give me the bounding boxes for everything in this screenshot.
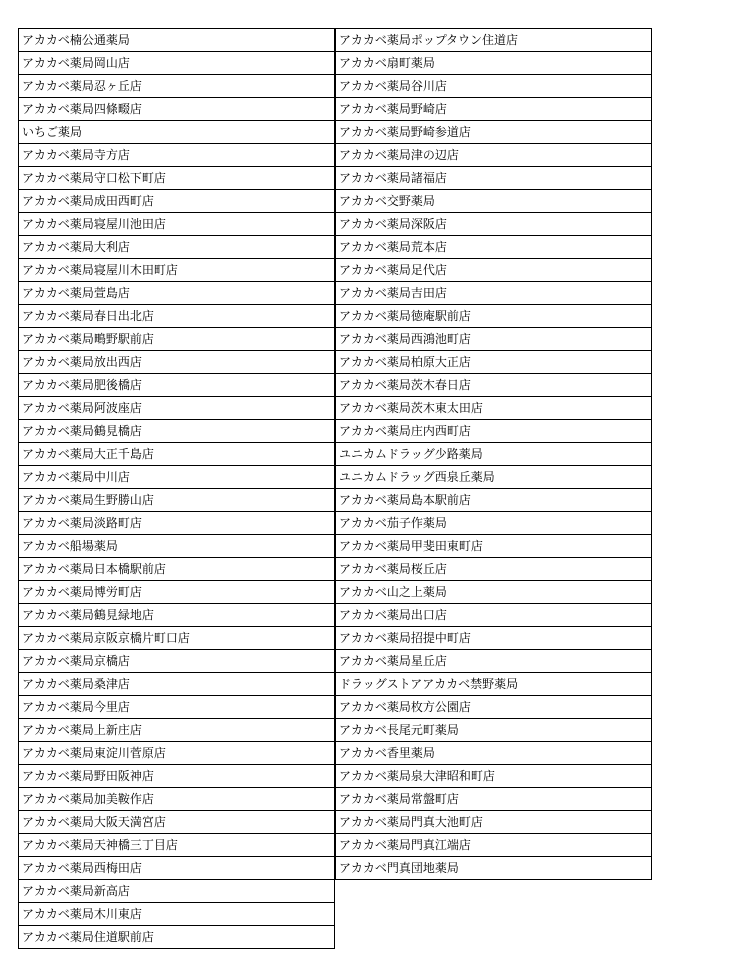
store-name-cell: アカカベ薬局鶴見橋店	[19, 420, 335, 443]
table-row	[19, 259, 335, 282]
store-name-cell: アカカベ薬局柏原大正店	[336, 351, 652, 374]
table-row	[19, 443, 335, 466]
store-name-cell: アカカベ薬局大阪天満宮店	[19, 811, 335, 834]
table-row	[336, 121, 652, 144]
table-row	[336, 719, 652, 742]
table-row	[19, 466, 335, 489]
store-name-cell: アカカベ薬局寝屋川池田店	[19, 213, 335, 236]
table-row	[19, 305, 335, 328]
table-row	[336, 558, 652, 581]
store-name-cell: アカカベ薬局淡路町店	[19, 512, 335, 535]
table-row	[19, 374, 335, 397]
table-row	[19, 328, 335, 351]
table-row	[336, 604, 652, 627]
table-row	[19, 742, 335, 765]
table-row	[336, 489, 652, 512]
store-list-right-body	[336, 29, 652, 880]
store-name-cell: アカカベ薬局野崎店	[336, 98, 652, 121]
table-row	[19, 719, 335, 742]
table-row	[336, 52, 652, 75]
table-row	[19, 167, 335, 190]
store-name-cell: アカカベ薬局野崎参道店	[336, 121, 652, 144]
store-name-cell: アカカベ薬局加美鞍作店	[19, 788, 335, 811]
table-row	[336, 98, 652, 121]
table-row	[336, 627, 652, 650]
table-row	[19, 75, 335, 98]
table-row	[336, 811, 652, 834]
store-list-right-column	[335, 28, 652, 880]
table-row	[336, 259, 652, 282]
table-row	[19, 811, 335, 834]
store-name-cell: アカカベ扇町薬局	[336, 52, 652, 75]
store-name-cell: アカカベ薬局中川店	[19, 466, 335, 489]
store-name-cell: アカカベ薬局常盤町店	[336, 788, 652, 811]
store-name-cell: アカカベ薬局枚方公園店	[336, 696, 652, 719]
table-row	[19, 29, 335, 52]
table-row	[336, 374, 652, 397]
store-name-cell: アカカベ薬局門真江端店	[336, 834, 652, 857]
store-name-cell: アカカベ薬局深阪店	[336, 213, 652, 236]
table-row	[19, 650, 335, 673]
table-row	[19, 788, 335, 811]
table-row	[19, 512, 335, 535]
table-row	[336, 834, 652, 857]
table-row	[336, 282, 652, 305]
store-name-cell: アカカベ薬局庄内西町店	[336, 420, 652, 443]
store-name-cell: アカカベ長尾元町薬局	[336, 719, 652, 742]
store-name-cell: アカカベ薬局門真大池町店	[336, 811, 652, 834]
table-row	[19, 98, 335, 121]
store-name-cell: アカカベ薬局出口店	[336, 604, 652, 627]
store-name-cell: いちご薬局	[19, 121, 335, 144]
table-row	[336, 857, 652, 880]
table-row	[19, 558, 335, 581]
table-row	[19, 696, 335, 719]
store-name-cell: アカカベ薬局島本駅前店	[336, 489, 652, 512]
store-name-cell: アカカベ薬局四條畷店	[19, 98, 335, 121]
table-row	[336, 535, 652, 558]
store-name-cell: アカカベ薬局谷川店	[336, 75, 652, 98]
store-name-cell: アカカベ薬局寝屋川木田町店	[19, 259, 335, 282]
store-name-cell: アカカベ薬局大利店	[19, 236, 335, 259]
table-row	[19, 236, 335, 259]
store-name-cell: アカカベ香里薬局	[336, 742, 652, 765]
table-row	[19, 282, 335, 305]
table-row	[336, 788, 652, 811]
store-name-cell: アカカベ薬局岡山店	[19, 52, 335, 75]
store-name-cell: アカカベ薬局放出西店	[19, 351, 335, 374]
table-row	[19, 52, 335, 75]
store-name-cell: ユニカムドラッグ少路薬局	[336, 443, 652, 466]
table-row	[336, 765, 652, 788]
table-row	[19, 581, 335, 604]
store-name-cell: アカカベ交野薬局	[336, 190, 652, 213]
table-row	[19, 420, 335, 443]
store-name-cell: アカカベ薬局ポップタウン住道店	[336, 29, 652, 52]
store-name-cell: アカカベ薬局星丘店	[336, 650, 652, 673]
table-row	[19, 880, 335, 903]
table-row	[336, 397, 652, 420]
store-name-cell: アカカベ薬局京橋店	[19, 650, 335, 673]
table-row	[19, 926, 335, 949]
store-name-cell: アカカベ薬局阿波座店	[19, 397, 335, 420]
store-name-cell: アカカベ薬局吉田店	[336, 282, 652, 305]
table-row	[19, 903, 335, 926]
table-row	[19, 397, 335, 420]
table-row	[336, 351, 652, 374]
table-row	[336, 443, 652, 466]
store-name-cell: アカカベ薬局大正千島店	[19, 443, 335, 466]
store-name-cell: アカカベ薬局天神橋三丁目店	[19, 834, 335, 857]
table-row	[19, 535, 335, 558]
table-row	[19, 190, 335, 213]
table-row	[336, 213, 652, 236]
table-row	[336, 466, 652, 489]
table-row	[336, 581, 652, 604]
store-name-cell: アカカベ薬局野田阪神店	[19, 765, 335, 788]
store-name-cell: アカカベ門真団地薬局	[336, 857, 652, 880]
table-row	[19, 351, 335, 374]
table-row	[336, 420, 652, 443]
store-name-cell: アカカベ薬局徳庵駅前店	[336, 305, 652, 328]
store-name-cell: アカカベ薬局泉大津昭和町店	[336, 765, 652, 788]
store-name-cell: アカカベ薬局足代店	[336, 259, 652, 282]
store-name-cell: ドラッグストアアカカベ禁野薬局	[336, 673, 652, 696]
table-row	[336, 190, 652, 213]
store-name-cell: アカカベ薬局京阪京橋片町口店	[19, 627, 335, 650]
store-name-cell: アカカベ薬局荒本店	[336, 236, 652, 259]
table-row	[336, 236, 652, 259]
store-name-cell: アカカベ薬局諸福店	[336, 167, 652, 190]
table-row	[19, 121, 335, 144]
table-row	[19, 489, 335, 512]
table-row	[336, 650, 652, 673]
table-row	[19, 857, 335, 880]
store-name-cell: アカカベ薬局守口松下町店	[19, 167, 335, 190]
table-row	[19, 144, 335, 167]
table-row	[336, 29, 652, 52]
store-name-cell: アカカベ薬局日本橋駅前店	[19, 558, 335, 581]
store-name-cell: アカカベ薬局西鴻池町店	[336, 328, 652, 351]
store-name-cell: アカカベ楠公通薬局	[19, 29, 335, 52]
store-name-cell: アカカベ薬局成田西町店	[19, 190, 335, 213]
store-name-cell: アカカベ船場薬局	[19, 535, 335, 558]
store-name-cell: アカカベ薬局肥後橋店	[19, 374, 335, 397]
store-name-cell: アカカベ薬局茨木春日店	[336, 374, 652, 397]
store-name-cell: ユニカムドラッグ西泉丘薬局	[336, 466, 652, 489]
store-name-cell: アカカベ薬局東淀川菅原店	[19, 742, 335, 765]
store-name-cell: アカカベ薬局新高店	[19, 880, 335, 903]
store-list-left-body	[19, 29, 335, 949]
table-row	[336, 75, 652, 98]
table-row	[19, 673, 335, 696]
store-name-cell: アカカベ薬局今里店	[19, 696, 335, 719]
store-name-cell: アカカベ薬局住道駅前店	[19, 926, 335, 949]
table-row	[336, 167, 652, 190]
store-name-cell: アカカベ薬局鶴見緑地店	[19, 604, 335, 627]
store-name-cell: アカカベ薬局寺方店	[19, 144, 335, 167]
table-row	[19, 627, 335, 650]
store-name-cell: アカカベ薬局木川東店	[19, 903, 335, 926]
table-row	[336, 512, 652, 535]
store-name-cell: アカカベ薬局茨木東太田店	[336, 397, 652, 420]
table-row	[19, 765, 335, 788]
store-name-cell: アカカベ薬局招提中町店	[336, 627, 652, 650]
table-row	[19, 213, 335, 236]
store-name-cell: アカカベ薬局桜丘店	[336, 558, 652, 581]
store-name-cell: アカカベ薬局博労町店	[19, 581, 335, 604]
store-name-cell: アカカベ薬局上新庄店	[19, 719, 335, 742]
store-name-cell: アカカベ薬局桑津店	[19, 673, 335, 696]
store-name-cell: アカカベ茄子作薬局	[336, 512, 652, 535]
store-name-cell: アカカベ薬局津の辺店	[336, 144, 652, 167]
table-row	[336, 696, 652, 719]
store-name-cell: アカカベ薬局春日出北店	[19, 305, 335, 328]
table-row	[336, 144, 652, 167]
table-row	[336, 673, 652, 696]
table-row	[336, 328, 652, 351]
table-row	[336, 305, 652, 328]
table-row	[19, 604, 335, 627]
store-name-cell: アカカベ山之上薬局	[336, 581, 652, 604]
store-name-cell: アカカベ薬局萱島店	[19, 282, 335, 305]
store-name-cell: アカカベ薬局鴫野駅前店	[19, 328, 335, 351]
store-name-cell: アカカベ薬局西梅田店	[19, 857, 335, 880]
store-name-cell: アカカベ薬局忍ヶ丘店	[19, 75, 335, 98]
table-row	[19, 834, 335, 857]
store-name-cell: アカカベ薬局生野勝山店	[19, 489, 335, 512]
store-list-left-column	[18, 28, 335, 949]
table-row	[336, 742, 652, 765]
store-name-cell: アカカベ薬局甲斐田東町店	[336, 535, 652, 558]
